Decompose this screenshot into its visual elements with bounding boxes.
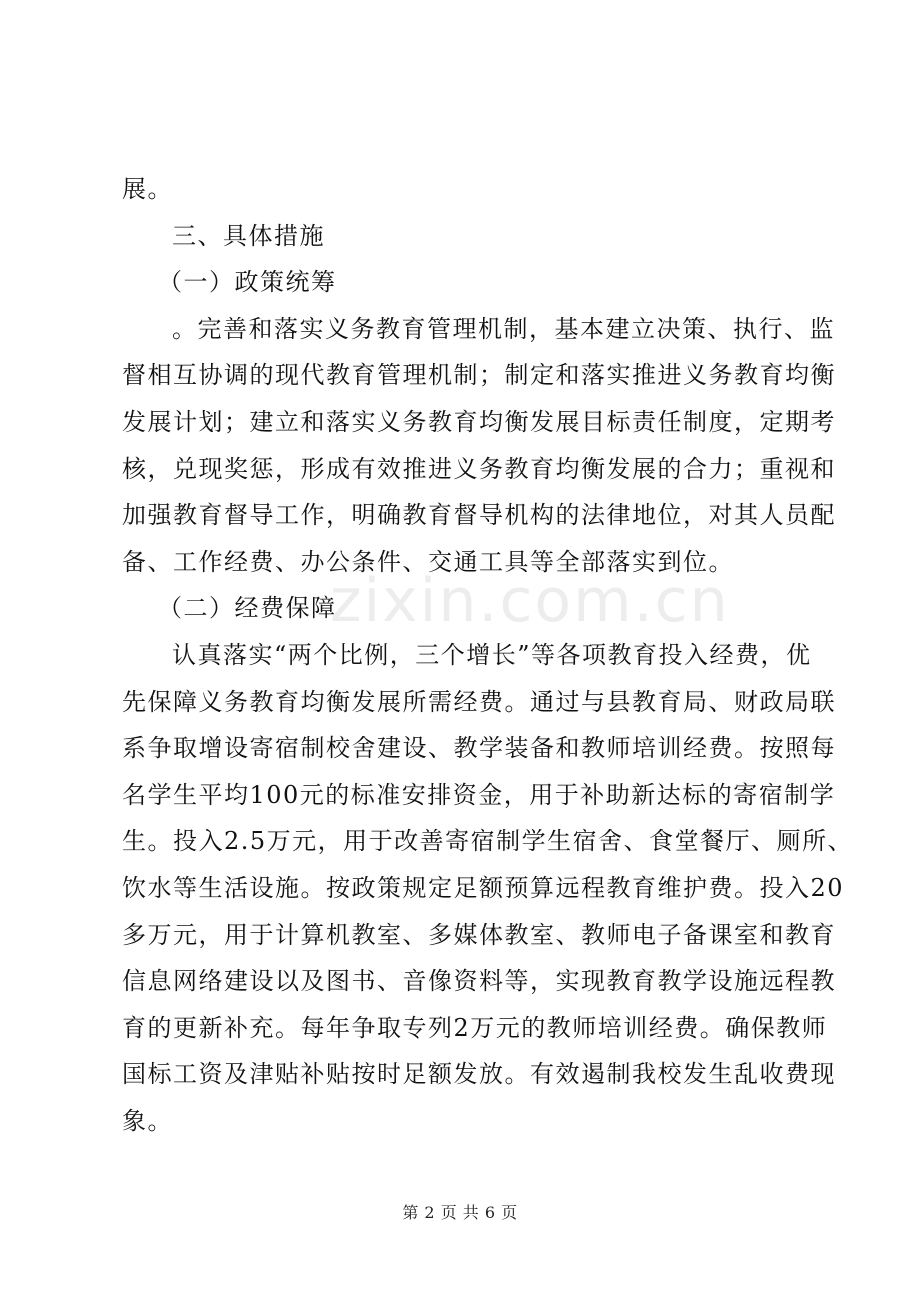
paragraph-line: 象。 xyxy=(122,1106,173,1135)
paragraph-line: 加强教育督导工作，明确教育督导机构的法律地位，对其人员配 xyxy=(122,501,836,530)
section-heading-specific-measures: 三、具体措施 xyxy=(172,221,325,250)
paragraph-line: 国标工资及津贴补贴按时足额发放。有效遏制我校发生乱收费现 xyxy=(122,1060,836,1089)
paragraph-line: 备、工作经费、办公条件、交通工具等全部落实到位。 xyxy=(122,547,734,576)
paragraph-line: 督相互协调的现代教育管理机制；制定和落实推进义务教育均衡 xyxy=(122,361,836,390)
paragraph-line: 。完善和落实义务教育管理机制，基本建立决策、执行、监 xyxy=(172,314,835,343)
paragraph-line: 发展计划；建立和落实义务教育均衡发展目标责任制度，定期考 xyxy=(122,407,836,436)
paragraph-line: 系争取增设寄宿制校舍建设、教学装备和教师培训经费。按照每 xyxy=(122,734,836,763)
document-body xyxy=(122,166,854,1144)
paragraph-line: 先保障义务教育均衡发展所需经费。通过与县教育局、财政局联 xyxy=(122,687,836,716)
paragraph-line: 育的更新补充。每年争取专列2万元的教师培训经费。确保教师 xyxy=(122,1013,828,1042)
paragraph-continuation: 展。 xyxy=(122,175,173,203)
paragraph-line: 名学生平均100元的标准安排资金，用于补助新达标的寄宿制学 xyxy=(122,780,836,809)
paragraph-line: 饮水等生活设施。按政策规定足额预算远程教育维护费。投入20 xyxy=(122,873,845,902)
subheading-policy-coordination: （一）政策统筹 xyxy=(158,268,337,297)
paragraph-line: 核，兑现奖惩，形成有效推进义务教育均衡发展的合力；重视和 xyxy=(122,454,836,483)
page-number-footer: 第 2 页 共 6 页 xyxy=(402,1203,518,1222)
paragraph-line: 信息网络建设以及图书、音像资料等，实现教育教学设施远程教 xyxy=(122,967,836,996)
paragraph-line: 生。投入2.5万元，用于改善寄宿制学生宿舍、食堂餐厅、厕所、 xyxy=(122,827,854,856)
subheading-funding-guarantee: （二）经费保障 xyxy=(158,594,337,623)
watermark: zixin.com.cn xyxy=(330,566,730,636)
paragraph-line: 多万元，用于计算机教室、多媒体教室、教师电子备课室和教育 xyxy=(122,920,836,949)
paragraph-line: 认真落实“两个比例，三个增长”等各项教育投入经费，优 xyxy=(172,640,812,669)
